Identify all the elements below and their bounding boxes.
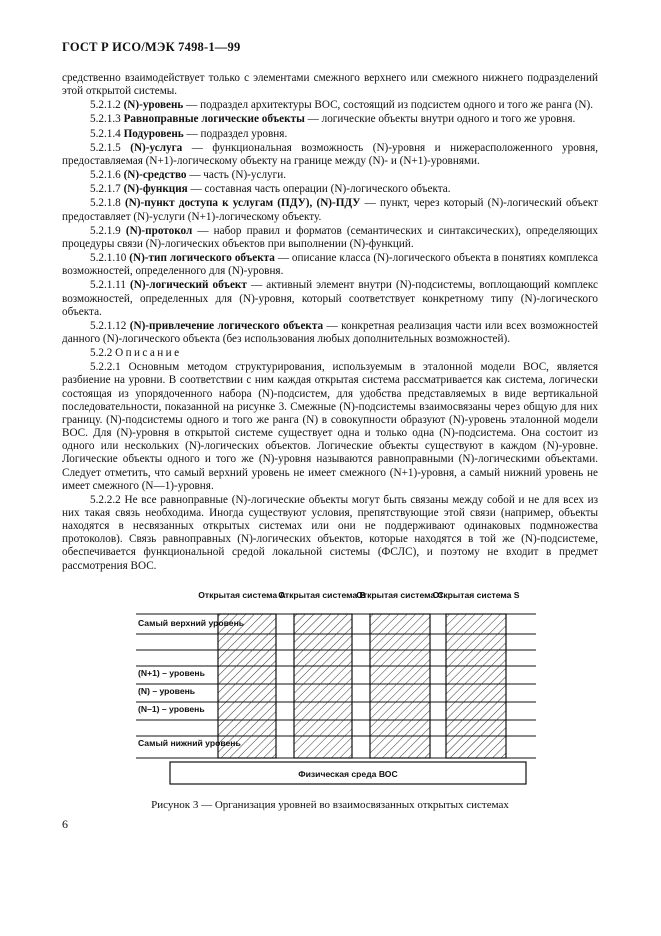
- paragraph-cont: средственно взаимодействует только с элементами смежного верхнего или смежного нижнего подразделений этой открытой системы.: [62, 72, 598, 98]
- paragraph-5-2-2-2: 5.2.2.2 Не все равноправные (N)-логические объекты могут быть связаны между собой и не для всех из них такая связь необходима. Иногда существуют условия, препятствующие этой связи (например, объекты находятся в несвязанных открытых системах или они не поддерживают одинаковых подмножества протоколов). Связь равноправных (N)-логических объектов, которые находятся в той же (N)-подсистеме, обеспечивается функциональной средой локальной системы (ФСЛС), и поэтому не входит в предмет рассмотрения ВОС.: [62, 493, 598, 572]
- document-body: [62, 72, 598, 574]
- term: (N)-функция: [123, 183, 188, 196]
- level-bottom-label: Самый нижний уровень: [138, 738, 241, 748]
- system-b-label: Открытая система B: [278, 590, 366, 600]
- definition-5-2-1-6: 5.2.1.6 (N)-средство — часть (N)-услуги.: [90, 169, 287, 182]
- system-s-label: Открытая система S: [432, 590, 520, 600]
- definition-5-2-1-7: 5.2.1.7 (N)-функция — составная часть операции (N)-логического объекта.: [90, 183, 451, 196]
- section-heading-5-2-2: 5.2.2 Описание: [90, 347, 182, 360]
- figure-caption: Рисунок 3 — Организация уровней во взаимосвязанных открытых системах: [151, 799, 509, 811]
- definition-5-2-1-3: 5.2.1.3 Равноправные логические объекты — логические объекты внутри одного и того же уровня.: [90, 113, 576, 126]
- level-n-label: (N) – уровень: [138, 686, 196, 696]
- definition-5-2-1-4: 5.2.1.4 Подуровень — подраздел уровня.: [90, 127, 288, 140]
- level-top-label: Самый верхний уровень: [138, 618, 245, 628]
- term: (N)-тип логического объекта: [129, 252, 275, 265]
- page-number: 6: [62, 817, 68, 831]
- definition-5-2-1-12: 5.2.1.12 (N)-привлечение логического объекта — конкретная реализация части или всех возможностей данного (N)-логического объекта (без использования любых дополнительных возможностей).: [62, 319, 598, 345]
- definition-5-2-1-8: 5.2.1.8 (N)-пункт доступа к услугам (ПДУ), (N)-ПДУ — пункт, через который (N)-логический объект предоставляет (N)-услуги (N+1)-логическому объекту.: [62, 197, 598, 223]
- level-n-minus-label: (N–1) – уровень: [138, 704, 205, 714]
- physical-medium-label: Физическая среда ВОС: [298, 769, 398, 779]
- definition-5-2-1-11: 5.2.1.11 (N)-логический объект — активный элемент внутри (N)-подсистемы, воплощающий комплекс возможностей, определенных для (N)-уровня, который соответствует конкретному типу (N)-логического объекта.: [62, 279, 598, 318]
- term: (N)-привлечение логического объекта: [129, 319, 324, 332]
- term: (N)-протокол: [125, 224, 193, 237]
- definition-5-2-1-10: 5.2.1.10 (N)-тип логического объекта — описание класса (N)-логического объекта в понятиях комплекса возможностей, определенного для (N)-уровня.: [62, 252, 598, 278]
- term: (N)-пункт доступа к услугам (ПДУ), (N)-ПДУ: [124, 197, 361, 210]
- term: (N)-средство: [123, 169, 187, 182]
- system-a-label: Открытая система A: [198, 590, 286, 600]
- paragraph-5-2-2-1: 5.2.2.1 Основным методом структурирования, используемым в эталонной модели ВОС, является разбиение на уровни. В соответствии с ним каждая открытая система рассматривается как система, логически состоящая из упорядоченного набора (N)-подсистем, для удобства представляемых в виде вертикальной последовательности, показанной на рисунке 3. Смежные (N)-подсистемы взаимосвязаны через общую для них границу. (N)-подсистемы одного и того же ранга (N) в совокупности образуют (N)-уровень эталонной модели ВОС. Для (N)-уровня в открытой системе существует одна и только одна (N)-подсистема. Она состоит из одного или нескольких (N)-логических объектов. Логические объекты существуют в каждом (N)-уровне. Логические объекты одного и того же (N)-уровня называются равноправными (N)-логическими объектами. Следует отметить, что самый верхний уровень не имеет смежного (N+1)-уровня, а самый нижний уровень не имеет смежного (N—1)-уровня.: [62, 361, 598, 492]
- definition-5-2-1-9: 5.2.1.9 (N)-протокол — набор правил и форматов (семантических и синтаксических), определяющих процедуры связи (N)-логических объектов при выполнении (N)-функций.: [62, 224, 599, 250]
- term: (N)-логический объект: [130, 279, 247, 292]
- level-n-plus-label: (N+1) – уровень: [138, 668, 205, 678]
- definition-5-2-1-2: 5.2.1.2 (N)-уровень — подраздел архитектуры ВОС, состоящий из подсистем одного и того же ранга (N).: [90, 99, 594, 112]
- system-c-label: Открытая система C: [356, 590, 444, 600]
- term: Равноправные логические объекты: [123, 113, 305, 126]
- term: (N)-уровень: [123, 99, 184, 112]
- document-header: ГОСТ Р ИСО/МЭК 7498-1—99: [62, 40, 241, 54]
- definition-5-2-1-5: 5.2.1.5 (N)-услуга — функциональная возможность (N)-уровня и нижерасположенного уровня, предоставляемая (N+1)-логическому объекту на границе между (N)- и (N+1)-уровнями.: [62, 141, 599, 167]
- figure-3-layers-diagram: [136, 588, 556, 788]
- term: (N)-услуга: [130, 141, 183, 154]
- section-title: Описание: [115, 347, 182, 360]
- term: Подуровень: [123, 127, 184, 140]
